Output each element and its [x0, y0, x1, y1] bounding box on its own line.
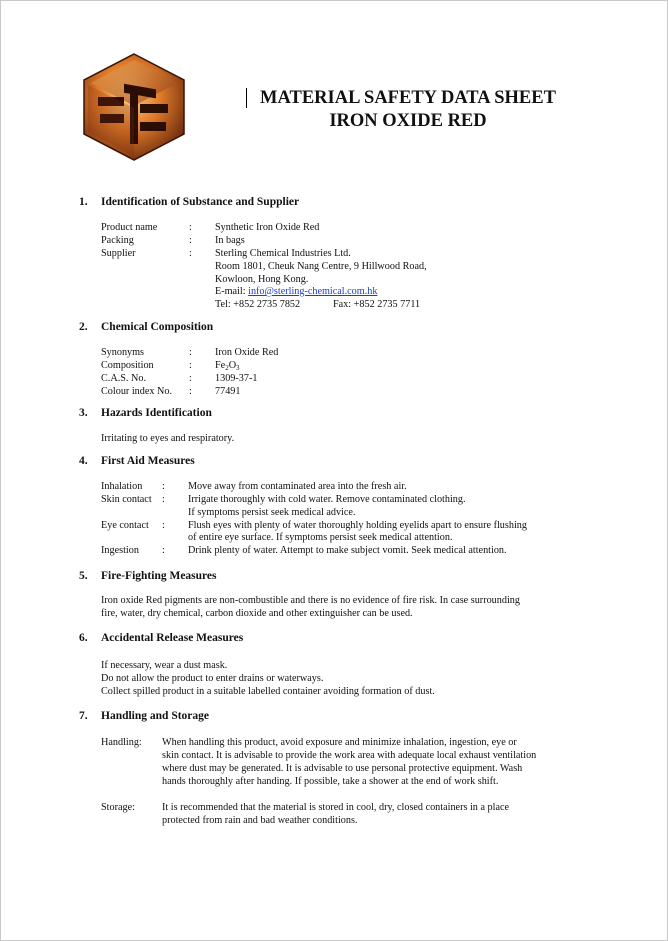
- release-text-3: Collect spilled product in a suitable labelled container avoiding formation of dust.: [101, 686, 435, 697]
- storage-text-1: It is recommended that the material is stored in cool, dry, closed containers in a place: [162, 802, 510, 813]
- supplier-address-2: Kowloon, Hong Kong.: [215, 274, 309, 285]
- cas-label: C.A.S. No.: [101, 373, 147, 384]
- colon: :: [189, 222, 192, 233]
- section-2-heading: 2. Chemical Composition: [79, 321, 214, 333]
- section-7-heading: 7. Handling and Storage: [79, 710, 209, 722]
- eye-contact-label: Eye contact: [101, 520, 149, 531]
- eye-contact-text-2: of entire eye surface. If symptoms persist seek medical attention.: [188, 532, 453, 543]
- packing-label: Packing: [101, 235, 134, 246]
- fire-fighting-text-2: fire, water, dry chemical, carbon dioxide and other extinguisher can be used.: [101, 608, 413, 619]
- colon: :: [162, 545, 165, 556]
- fire-fighting-text-1: Iron oxide Red pigments are non-combustible and there is no evidence of fire risk. In case surrounding: [101, 595, 520, 606]
- supplier-address-1: Room 1801, Cheuk Nang Centre, 9 Hillwood Road,: [215, 261, 427, 272]
- colon: :: [162, 481, 165, 492]
- handling-text-4: hands thoroughly after handing. If possible, take a shower at the end of work shift.: [162, 776, 499, 787]
- ingestion-text: Drink plenty of water. Attempt to make subject vomit. Seek medical attention.: [188, 545, 507, 556]
- release-text-1: If necessary, wear a dust mask.: [101, 660, 228, 671]
- colour-index-value: 77491: [215, 386, 241, 397]
- synonyms-value: Iron Oxide Red: [215, 347, 279, 358]
- handling-text-2: skin contact. It is advisable to provide the work area with adequate local exhaust ventilation: [162, 750, 537, 761]
- skin-contact-text-2: If symptoms persist seek medical advice.: [188, 507, 356, 518]
- email-label: E-mail:: [215, 286, 246, 297]
- skin-contact-text-1: Irrigate thoroughly with cold water. Remove contaminated clothing.: [188, 494, 466, 505]
- email-link[interactable]: info@sterling-chemical.com.hk: [248, 286, 378, 297]
- colon: :: [189, 360, 192, 371]
- product-name-label: Product name: [101, 222, 158, 233]
- colon: :: [162, 494, 165, 505]
- supplier-name: Sterling Chemical Industries Ltd.: [215, 248, 351, 259]
- skin-contact-label: Skin contact: [101, 494, 152, 505]
- hexagon-cube-logo-icon: [80, 52, 188, 162]
- inhalation-text: Move away from contaminated area into the fresh air.: [188, 481, 407, 492]
- handling-text-3: where dust may be generated. It is advisable to use personal protective equipment. Wash: [162, 763, 523, 774]
- synonyms-label: Synonyms: [101, 347, 145, 358]
- section-1-heading: 1. Identification of Substance and Supplier: [79, 196, 300, 208]
- product-name-value: Synthetic Iron Oxide Red: [215, 222, 320, 233]
- inhalation-label: Inhalation: [101, 481, 143, 492]
- telephone: Tel: +852 2735 7852: [215, 299, 301, 310]
- section-3-heading: 3. Hazards Identification: [79, 407, 212, 419]
- colon: :: [189, 373, 192, 384]
- storage-label: Storage:: [101, 802, 135, 813]
- colour-index-label: Colour index No.: [101, 386, 173, 397]
- colon: :: [162, 520, 165, 531]
- composition-label: Composition: [101, 360, 154, 371]
- section-5-heading: 5. Fire-Fighting Measures: [79, 570, 217, 582]
- colon: :: [189, 248, 192, 259]
- eye-contact-text-1: Flush eyes with plenty of water thoroughly holding eyelids apart to ensure flushing: [188, 520, 527, 531]
- email-row: [215, 286, 377, 299]
- colon: :: [189, 235, 192, 246]
- colon: :: [189, 386, 192, 397]
- storage-text-2: protected from rain and bad weather conditions.: [162, 815, 358, 826]
- packing-value: In bags: [215, 235, 245, 246]
- page-title: MATERIAL SAFETY DATA SHEET: [260, 88, 556, 108]
- composition-formula: Fe2O3: [215, 360, 240, 372]
- hazards-text: Irritating to eyes and respiratory.: [101, 433, 235, 444]
- section-4-heading: 4. First Aid Measures: [79, 455, 195, 467]
- release-text-2: Do not allow the product to enter drains or waterways.: [101, 673, 324, 684]
- handling-label: Handling:: [101, 737, 142, 748]
- fax: Fax: +852 2735 7711: [333, 299, 421, 310]
- section-6-heading: 6. Accidental Release Measures: [79, 632, 244, 644]
- cas-value: 1309-37-1: [215, 373, 258, 384]
- colon: :: [189, 347, 192, 358]
- handling-text-1: When handling this product, avoid exposure and minimize inhalation, ingestion, eye or: [162, 737, 517, 748]
- supplier-label: Supplier: [101, 248, 136, 259]
- page-subtitle: IRON OXIDE RED: [329, 111, 487, 131]
- ingestion-label: Ingestion: [101, 545, 139, 556]
